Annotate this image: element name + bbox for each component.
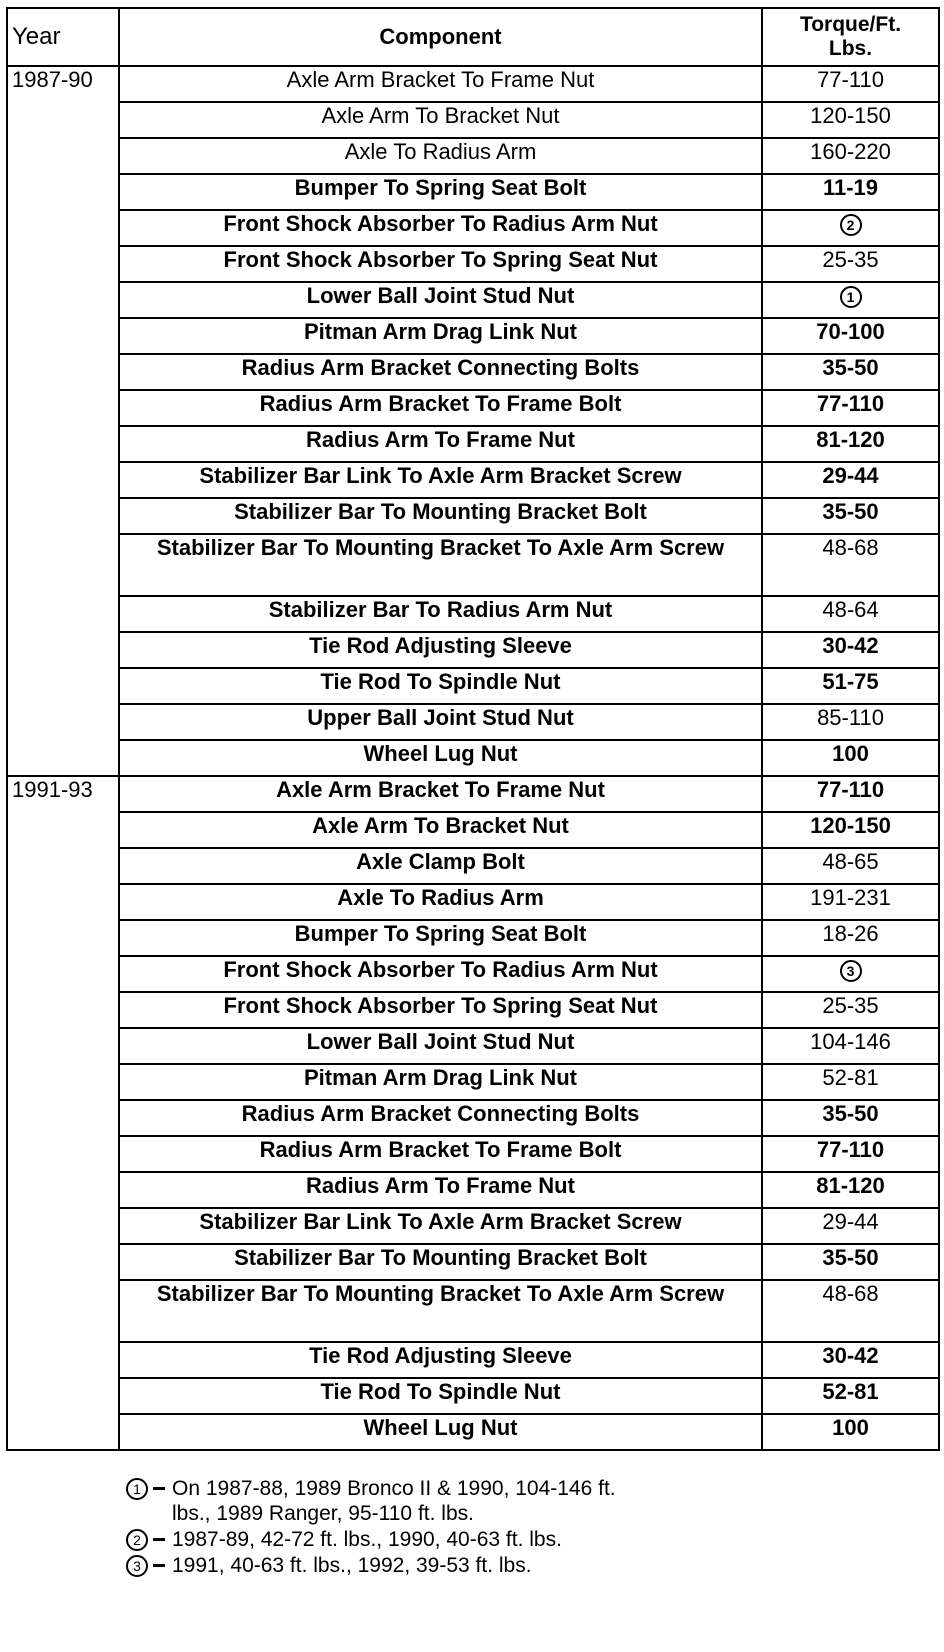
- torque-cell: 77-110: [762, 390, 939, 426]
- torque-cell: 100: [762, 1414, 939, 1450]
- torque-cell: 77-110: [762, 1136, 939, 1172]
- component-cell: Lower Ball Joint Stud Nut: [119, 282, 762, 318]
- torque-cell: 48-64: [762, 596, 939, 632]
- footnote-marker: [126, 1476, 172, 1501]
- component-cell: Tie Rod To Spindle Nut: [119, 668, 762, 704]
- footnote-text: 1987-89, 42-72 ft. lbs., 1990, 40-63 ft. lbs.: [172, 1528, 562, 1551]
- footnote-ref-cell: [762, 210, 939, 246]
- component-cell: Axle Arm To Bracket Nut: [119, 812, 762, 848]
- torque-cell: 77-110: [762, 66, 939, 102]
- table-row: [7, 596, 939, 632]
- table-row: [7, 390, 939, 426]
- torque-cell: 100: [762, 740, 939, 776]
- footnote: [126, 1553, 626, 1578]
- table-row: [7, 102, 939, 138]
- table-body: [7, 66, 939, 1450]
- component-cell: Bumper To Spring Seat Bolt: [119, 920, 762, 956]
- footnote-marker: [126, 1527, 172, 1552]
- table-row: [7, 534, 939, 596]
- torque-cell: 35-50: [762, 1100, 939, 1136]
- dash-icon: [153, 1538, 165, 1541]
- component-cell: Pitman Arm Drag Link Nut: [119, 318, 762, 354]
- torque-cell: 35-50: [762, 1244, 939, 1280]
- component-cell: Stabilizer Bar Link To Axle Arm Bracket Screw: [119, 462, 762, 498]
- component-cell: Upper Ball Joint Stud Nut: [119, 704, 762, 740]
- table-row: [7, 956, 939, 992]
- torque-cell: 81-120: [762, 426, 939, 462]
- table-row: [7, 66, 939, 102]
- table-row: [7, 1064, 939, 1100]
- component-cell: Stabilizer Bar To Mounting Bracket To Axle Arm Screw: [119, 1280, 762, 1342]
- table-row: [7, 1100, 939, 1136]
- dash-icon: [153, 1564, 165, 1567]
- table-row: [7, 1136, 939, 1172]
- table-header-row: [7, 8, 939, 66]
- component-cell: Axle Arm Bracket To Frame Nut: [119, 66, 762, 102]
- footnote-ref-cell: [762, 956, 939, 992]
- torque-spec-table: [6, 7, 940, 1451]
- component-cell: Wheel Lug Nut: [119, 1414, 762, 1450]
- torque-cell: 18-26: [762, 920, 939, 956]
- header-component: Component: [119, 8, 762, 66]
- torque-cell: 120-150: [762, 812, 939, 848]
- torque-cell: 48-68: [762, 1280, 939, 1342]
- component-cell: Radius Arm Bracket Connecting Bolts: [119, 354, 762, 390]
- footnote-marker: [126, 1553, 172, 1578]
- component-cell: Axle Arm To Bracket Nut: [119, 102, 762, 138]
- component-cell: Stabilizer Bar To Mounting Bracket Bolt: [119, 498, 762, 534]
- component-cell: Wheel Lug Nut: [119, 740, 762, 776]
- table-row: [7, 138, 939, 174]
- table-row: [7, 776, 939, 812]
- dash-icon: [153, 1487, 165, 1490]
- footnote-text: On 1987-88, 1989 Bronco II & 1990, 104-146 ft. lbs., 1989 Ranger, 95-110 ft. lbs.: [172, 1477, 616, 1525]
- component-cell: Radius Arm To Frame Nut: [119, 1172, 762, 1208]
- header-torque-line2: Lbs.: [828, 37, 873, 60]
- table-row: [7, 282, 939, 318]
- table-row: [7, 1280, 939, 1342]
- torque-cell: 25-35: [762, 992, 939, 1028]
- footnote-ref-cell: [762, 282, 939, 318]
- footnote: [126, 1476, 626, 1526]
- table-row: [7, 1028, 939, 1064]
- torque-cell: 35-50: [762, 354, 939, 390]
- table-row: [7, 318, 939, 354]
- footnote-number-icon: 2: [126, 1529, 148, 1551]
- table-row: [7, 498, 939, 534]
- torque-cell: 85-110: [762, 704, 939, 740]
- table-row: [7, 1342, 939, 1378]
- table-row: [7, 704, 939, 740]
- torque-cell: 52-81: [762, 1378, 939, 1414]
- component-cell: Radius Arm Bracket Connecting Bolts: [119, 1100, 762, 1136]
- torque-cell: 77-110: [762, 776, 939, 812]
- header-torque-line1: Torque/Ft.: [799, 13, 902, 36]
- component-cell: Axle Clamp Bolt: [119, 848, 762, 884]
- torque-cell: 35-50: [762, 498, 939, 534]
- component-cell: Tie Rod Adjusting Sleeve: [119, 632, 762, 668]
- component-cell: Tie Rod Adjusting Sleeve: [119, 1342, 762, 1378]
- table-row: [7, 1208, 939, 1244]
- footnotes: [126, 1476, 626, 1579]
- component-cell: Stabilizer Bar To Mounting Bracket Bolt: [119, 1244, 762, 1280]
- torque-cell: 29-44: [762, 462, 939, 498]
- table-row: [7, 246, 939, 282]
- footnote-text: 1991, 40-63 ft. lbs., 1992, 39-53 ft. lbs.: [172, 1554, 532, 1577]
- table-row: [7, 812, 939, 848]
- component-cell: Bumper To Spring Seat Bolt: [119, 174, 762, 210]
- table-row: [7, 210, 939, 246]
- footnote-number-icon: 3: [126, 1555, 148, 1577]
- component-cell: Pitman Arm Drag Link Nut: [119, 1064, 762, 1100]
- component-cell: Radius Arm Bracket To Frame Bolt: [119, 1136, 762, 1172]
- footnote-marker-icon: 3: [840, 960, 862, 982]
- table-row: [7, 740, 939, 776]
- table-row: [7, 174, 939, 210]
- table-row: [7, 920, 939, 956]
- torque-cell: 11-19: [762, 174, 939, 210]
- torque-cell: 70-100: [762, 318, 939, 354]
- component-cell: Front Shock Absorber To Radius Arm Nut: [119, 210, 762, 246]
- torque-cell: 25-35: [762, 246, 939, 282]
- component-cell: Axle To Radius Arm: [119, 138, 762, 174]
- table-row: [7, 426, 939, 462]
- table-row: [7, 462, 939, 498]
- torque-cell: 52-81: [762, 1064, 939, 1100]
- component-cell: Front Shock Absorber To Spring Seat Nut: [119, 246, 762, 282]
- torque-cell: 120-150: [762, 102, 939, 138]
- torque-cell: 48-68: [762, 534, 939, 596]
- component-cell: Front Shock Absorber To Spring Seat Nut: [119, 992, 762, 1028]
- table-row: [7, 632, 939, 668]
- table-row: [7, 992, 939, 1028]
- component-cell: Tie Rod To Spindle Nut: [119, 1378, 762, 1414]
- component-cell: Radius Arm To Frame Nut: [119, 426, 762, 462]
- torque-cell: 104-146: [762, 1028, 939, 1064]
- footnote-marker-icon: 1: [840, 286, 862, 308]
- torque-cell: 29-44: [762, 1208, 939, 1244]
- table-row: [7, 1244, 939, 1280]
- footnote-marker-icon: 2: [840, 214, 862, 236]
- component-cell: Front Shock Absorber To Radius Arm Nut: [119, 956, 762, 992]
- table-row: [7, 1172, 939, 1208]
- table-row: [7, 884, 939, 920]
- table-row: [7, 1414, 939, 1450]
- header-torque: [762, 8, 939, 66]
- table-row: [7, 1378, 939, 1414]
- table-row: [7, 668, 939, 704]
- component-cell: Lower Ball Joint Stud Nut: [119, 1028, 762, 1064]
- table-row: [7, 848, 939, 884]
- year-cell: 1991-93: [7, 776, 119, 1450]
- footnote: [126, 1527, 626, 1552]
- torque-cell: 51-75: [762, 668, 939, 704]
- torque-cell: 30-42: [762, 1342, 939, 1378]
- component-cell: Axle To Radius Arm: [119, 884, 762, 920]
- year-cell: 1987-90: [7, 66, 119, 776]
- footnote-number-icon: 1: [126, 1478, 148, 1500]
- torque-cell: 30-42: [762, 632, 939, 668]
- torque-cell: 48-65: [762, 848, 939, 884]
- component-cell: Stabilizer Bar To Mounting Bracket To Axle Arm Screw: [119, 534, 762, 596]
- component-cell: Radius Arm Bracket To Frame Bolt: [119, 390, 762, 426]
- component-cell: Stabilizer Bar To Radius Arm Nut: [119, 596, 762, 632]
- torque-cell: 191-231: [762, 884, 939, 920]
- header-year: Year: [7, 8, 119, 66]
- component-cell: Stabilizer Bar Link To Axle Arm Bracket Screw: [119, 1208, 762, 1244]
- component-cell: Axle Arm Bracket To Frame Nut: [119, 776, 762, 812]
- torque-cell: 160-220: [762, 138, 939, 174]
- torque-cell: 81-120: [762, 1172, 939, 1208]
- table-row: [7, 354, 939, 390]
